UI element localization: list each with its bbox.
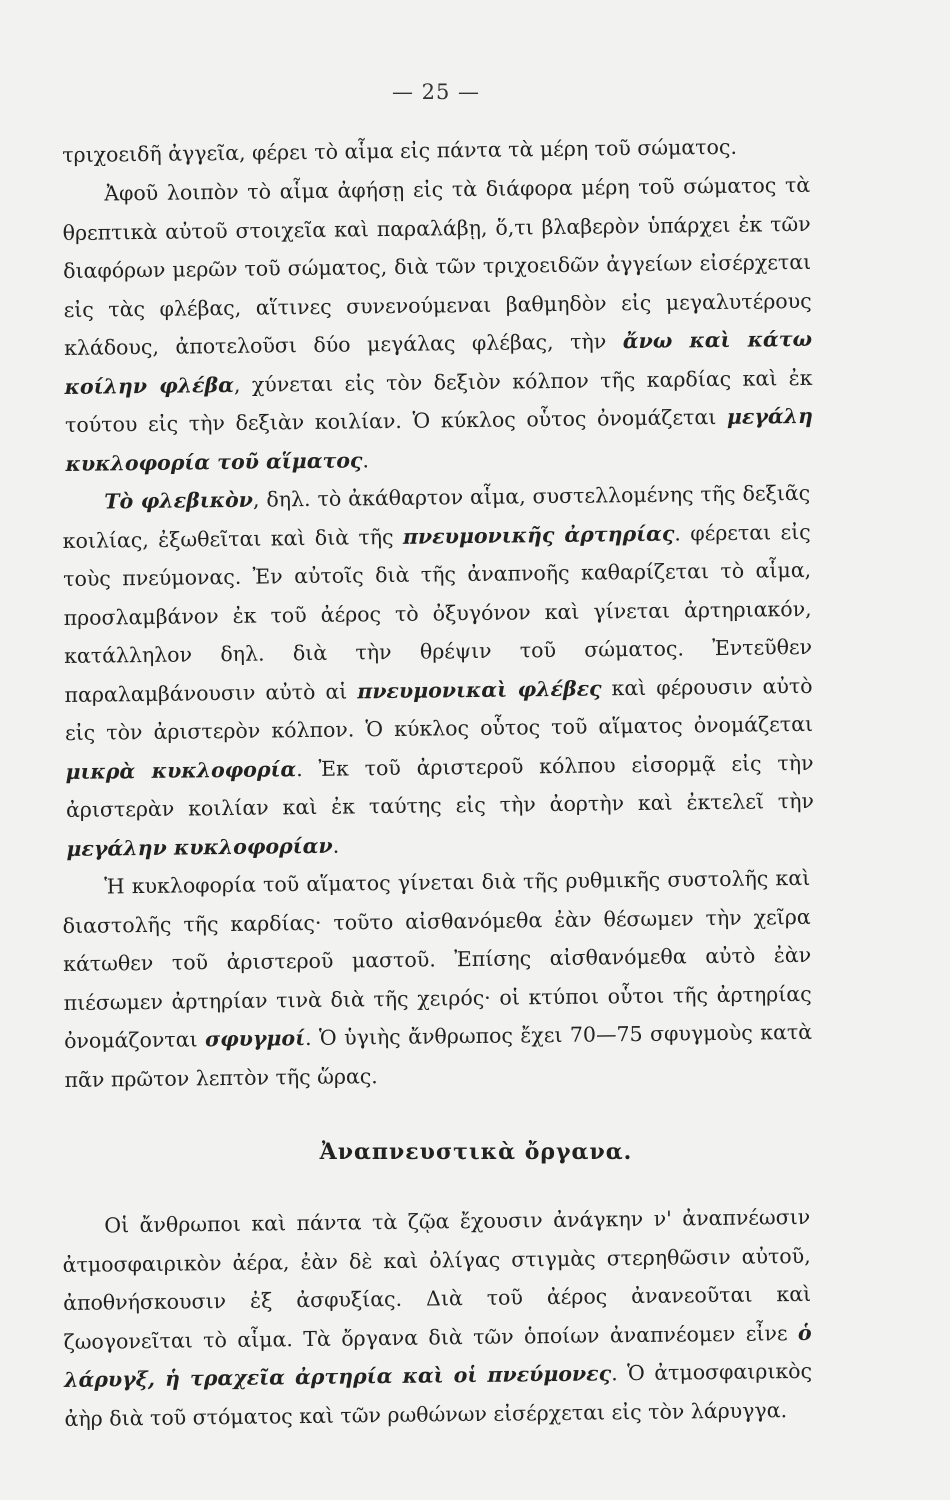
emphasis-term: μικρὰ κυκλοφορία bbox=[65, 756, 297, 783]
section-heading: Ἀναπνευστικὰ ὄργανα. bbox=[319, 1138, 633, 1165]
page-number: — 25 — bbox=[391, 80, 481, 104]
emphasis-term: ἄνω καὶ κάτω κοίλην φλέβα bbox=[64, 326, 813, 398]
text-run: καὶ φέρουσιν αὐτὸ εἰς τὸν ἀριστερὸν κόλπον. Ὁ κύκλος οὗτος τοῦ αἵματος ὀνομάζεται bbox=[64, 672, 814, 745]
text-run: . Ἐκ τοῦ ἀριστεροῦ κόλπου εἰσορμᾷ εἰς τὴν ἀριστερὰν κοιλίαν καὶ ἐκ ταύτης εἰς τὴν ἀορτὴν καὶ ἐκτελεῖ τὴν bbox=[65, 749, 815, 822]
text-run: . bbox=[332, 832, 340, 857]
text-run: τριχοειδῆ ἀγγεῖα, φέρει τὸ αἷμα εἰς πάντα τὰ μέρη τοῦ σώματος. bbox=[62, 134, 738, 167]
emphasis-term: μεγάλη κυκλοφορία τοῦ αἵματος bbox=[65, 403, 814, 475]
text-run: Οἱ ἄνθρωποι καὶ πάντα τὰ ζῷα ἔχουσιν ἀνάγκην ν' ἀναπνέωσιν ἀτμοσφαιρικὸν ἀέρα, ἐὰν δὲ καὶ ὀλίγας στιγμὰς στερηθῶσιν αὐτοῦ, ἀποθνήσκουσιν ἐξ ἀσφυξίας. Διὰ τοῦ ἀέρος ἀνανεοῦται καὶ ζωογονεῖται τὸ αἷμα. Τὰ ὄργανα διὰ τῶν ὁποίων ἀναπνέομεν εἶνε bbox=[62, 1204, 812, 1353]
text-run: . bbox=[362, 447, 370, 472]
paragraph-pulse bbox=[62, 858, 813, 1098]
emphasis-term: πνευμονικαὶ φλέβες bbox=[357, 675, 602, 703]
paragraph-pulmonary-circulation bbox=[62, 473, 815, 867]
text-run: . Ὁ ἀτμοσφαιρικὸς ἀὴρ διὰ τοῦ στόματος καὶ τῶν ρωθώνων εἰσέρχεται εἰς τὸν λάρυγγα. bbox=[64, 1358, 813, 1430]
paragraph-great-circulation bbox=[62, 165, 814, 482]
emphasis-term: ὁ λάρυγξ, ἡ τραχεῖα ἀρτηρία καὶ οἱ πνεύμονες bbox=[63, 1319, 812, 1392]
emphasis-term: πνευμονικῆς ἀρτηρίας bbox=[402, 520, 675, 548]
paragraph-respiratory bbox=[62, 1197, 813, 1437]
text-run: , χύνεται εἰς τὸν δεξιὸν κόλπον τῆς καρδίας καὶ ἐκ τούτου εἰς τὴν δεξιὰν κοιλίαν. Ὁ κύκλος οὗτος ὀνομάζεται bbox=[64, 364, 813, 437]
text-run: . φέρεται εἰς τοὺς πνεύμονας. Ἐν αὐτοῖς διὰ τῆς ἀναπνοῆς καθαρίζεται τὸ αἷμα, προσλαμβάνον ἐκ τοῦ ἀέρος τὸ ὀξυγόνον καὶ γίνεται ἀρτηριακόν, κατάλληλον δηλ. διὰ τὴν θρέψιν τοῦ σώματος. Ἐντεῦθεν παραλαμβάνουσιν αὐτὸ αἱ bbox=[63, 518, 813, 706]
emphasis-term: σφυγμοί bbox=[204, 1025, 306, 1051]
text-run: , δηλ. τὸ ἀκάθαρτον αἷμα, συστελλομένης τῆς δεξιᾶς κοιλίας, ἐξωθεῖται καὶ διὰ τῆς bbox=[62, 480, 811, 552]
emphasis-term: Τὸ φλεβικὸν bbox=[104, 487, 254, 513]
text-run: Ἀφοῦ λοιπὸν τὸ αἷμα ἀφήσῃ εἰς τὰ διάφορα μέρη τοῦ σώματος τὰ θρεπτικὰ αὐτοῦ στοιχεῖα καὶ παραλάβῃ, ὅ,τι βλαβερὸν ὑπάρχει ἐκ τῶν διαφόρων μερῶν τοῦ σώματος, διὰ τῶν τριχοειδῶν ἀγγείων εἰσέρχεται εἰς τὰς φλέβας, αἵτινες συνενούμεναι βαθμηδὸν εἰς μεγαλυτέρους κλάδους, ἀποτελοῦσι δύο μεγάλας φλέβας, τὴν bbox=[62, 172, 812, 360]
text-run: Ἡ κυκλοφορία τοῦ αἵματος γίνεται διὰ τῆς ρυθμικῆς συστολῆς καὶ διαστολῆς τῆς καρδίας· τοῦτο αἰσθανόμεθα ἐὰν θέσωμεν τὴν χεῖρα κάτωθεν τοῦ ἀριστεροῦ μαστοῦ. Ἐπίσης αἰσθανόμεθα αὐτὸ ἐὰν πιέσωμεν ἀρτηρίαν τινὰ διὰ τῆς χειρός· οἱ κτύποι οὗτοι τῆς ἀρτηρίας ὀνομάζονται bbox=[62, 865, 812, 1053]
emphasis-term: μεγάλην κυκλοφορίαν bbox=[66, 832, 333, 860]
text-run: . Ὁ ὑγιὴς ἄνθρωπος ἔχει 70—75 σφυγμοὺς κατὰ πᾶν πρῶτον λεπτὸν τῆς ὥρας. bbox=[64, 1019, 813, 1091]
